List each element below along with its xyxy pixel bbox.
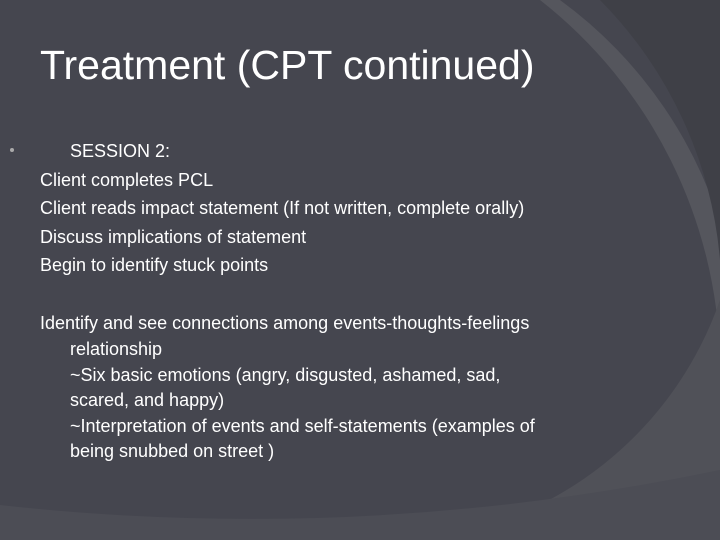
bullet-icon — [10, 148, 14, 152]
identify-line: Identify and see connections among events-thoughts-feelings — [40, 312, 530, 333]
spacer — [40, 280, 610, 309]
session-item: Discuss implications of statement — [40, 226, 307, 247]
session-item: Begin to identify stuck points — [40, 255, 269, 275]
session-heading: SESSION 2: — [70, 141, 171, 161]
identify-line: relationship — [70, 339, 163, 359]
identify-line: being snubbed on street ) — [70, 441, 275, 461]
identify-indent-block — [40, 337, 610, 465]
identify-line: ~Interpretation of events and self-statements (examples of — [70, 415, 535, 436]
slide-title: Treatment (CPT continued) — [40, 42, 535, 88]
session-heading-line — [0, 137, 610, 166]
slide-body — [40, 137, 610, 465]
session-item: Client reads impact statement (If not written, complete orally) — [40, 198, 525, 218]
session-item: Client completes PCL — [40, 169, 214, 190]
identify-line: scared, and happy) — [70, 390, 225, 410]
identify-line: ~Six basic emotions (angry, disgusted, ashamed, sad, — [70, 364, 501, 385]
